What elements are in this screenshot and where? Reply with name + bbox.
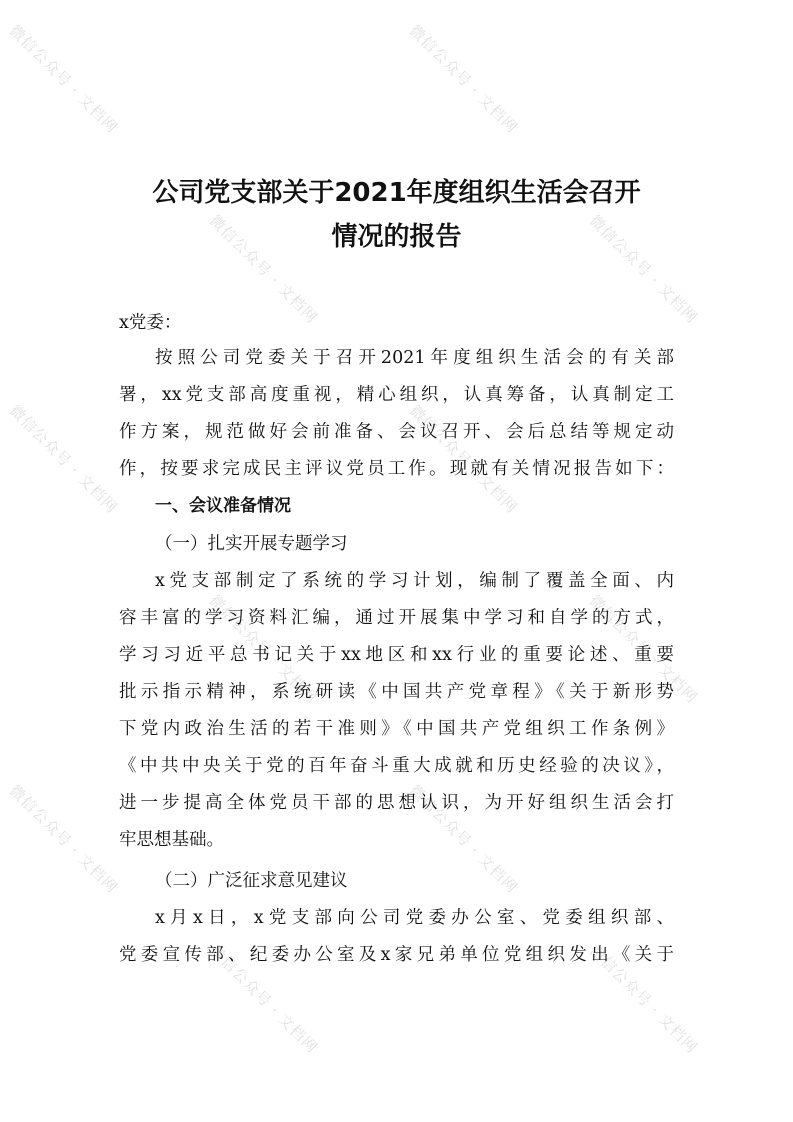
paragraph-line: 牢思想基础。 bbox=[119, 830, 224, 850]
paragraph-line: x党支部制定了系统的学习计划，编制了覆盖全面、内 bbox=[155, 571, 674, 591]
paragraph-line: 进一步提高全体党员干部的思想认识，为开好组织生活会打 bbox=[119, 793, 674, 813]
paragraph-line: 作，按要求完成民主评议党员工作。现就有关情况报告如下： bbox=[119, 459, 674, 479]
paragraph-line: 下党内政治生活的若干准则》《中国共产党组织工作条例》 bbox=[119, 719, 674, 739]
watermark-text: 微信公众号 · 文档网 bbox=[405, 21, 522, 137]
watermark-text: 微信公众号 · 文档网 bbox=[5, 21, 122, 137]
watermark-text: 微信公众号 · 文档网 bbox=[5, 401, 122, 517]
subsection-heading: （一）扎实开展专题学习 bbox=[155, 534, 348, 554]
subsection-heading: （二）广泛征求意见建议 bbox=[155, 871, 348, 891]
paragraph-line: 容丰富的学习资料汇编，通过开展集中学习和自学的方式， bbox=[119, 608, 674, 628]
paragraph-line: 《中共中央关于党的百年奋斗重大成就和历史经验的决议》， bbox=[119, 756, 674, 776]
watermark-text: 微信公众号 · 文档网 bbox=[205, 211, 322, 327]
section-heading: 一、会议准备情况 bbox=[155, 496, 291, 516]
watermark-text: 微信公众号 · 文档网 bbox=[205, 591, 322, 707]
paragraph-line: 按照公司党委关于召开2021年度组织生活会的有关部 bbox=[155, 348, 674, 368]
paragraph-line: 党委宣传部、纪委办公室及x家兄弟单位党组织发出《关于 bbox=[119, 945, 674, 965]
paragraph-line: 批示指示精神，系统研读《中国共产党章程》《关于新形势 bbox=[119, 682, 674, 702]
watermark-text: 微信公众号 · 文档网 bbox=[405, 781, 522, 897]
watermark-text: 微信公众号 · 文档网 bbox=[205, 941, 322, 1057]
paragraph-line: 署，xx党支部高度重视，精心组织，认真筹备，认真制定工 bbox=[119, 385, 674, 405]
watermark-text: 微信公众号 · 文档网 bbox=[585, 591, 702, 707]
paragraph-line: x月x日，x党支部向公司党委办公室、党委组织部、 bbox=[155, 908, 674, 928]
watermark-text: 微信公众号 · 文档网 bbox=[585, 941, 702, 1057]
watermark-text: 微信公众号 · 文档网 bbox=[585, 211, 702, 327]
paragraph-line: 作方案，规范做好会前准备、会议召开、会后总结等规定动 bbox=[119, 422, 674, 442]
watermark-text: 微信公众号 · 文档网 bbox=[405, 401, 522, 517]
document-title-line-1: 公司党支部关于2021年度组织生活会召开 bbox=[152, 178, 641, 208]
paragraph-line: 学习习近平总书记关于xx地区和xx行业的重要论述、重要 bbox=[119, 645, 674, 665]
watermark-text: 微信公众号 · 文档网 bbox=[5, 781, 122, 897]
salutation: x党委： bbox=[119, 313, 182, 333]
document-title-line-2: 情况的报告 bbox=[331, 222, 462, 252]
